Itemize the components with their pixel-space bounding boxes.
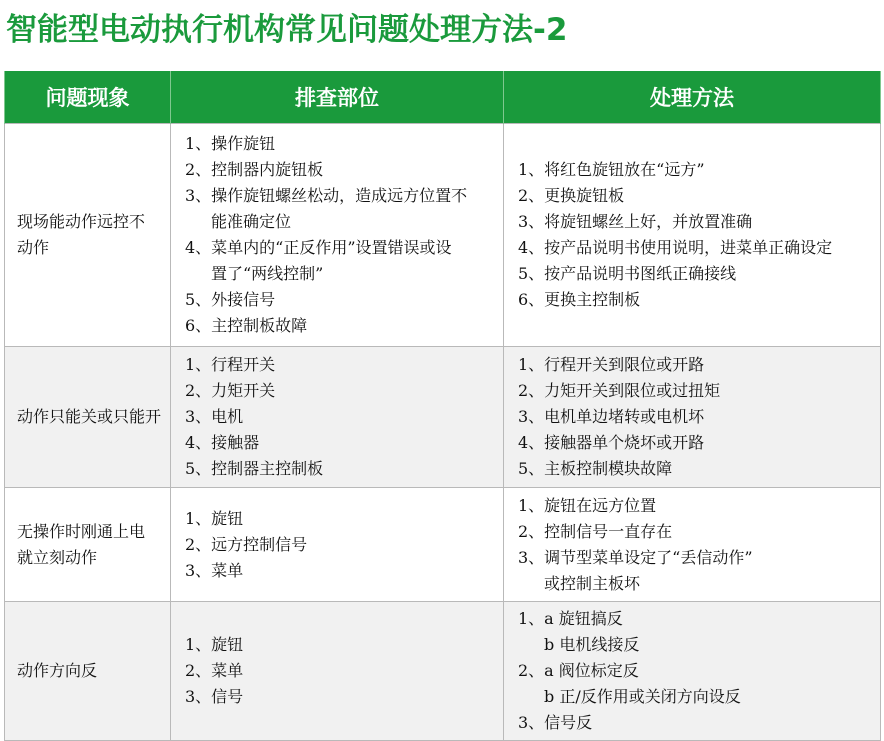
fix-item: 1、a 旋钮搞反 — [518, 609, 623, 628]
check-item: 2、力矩开关 — [185, 381, 276, 400]
check-item: 4、接触器 — [185, 433, 260, 452]
fix-cell — [504, 602, 881, 741]
fix-item: 1、旋钮在远方位置 — [518, 495, 657, 515]
fix-item: 3、信号反 — [518, 713, 593, 732]
symptom-cell — [5, 347, 171, 488]
check-cell — [171, 347, 504, 488]
page-title: 智能型电动执行机构常见问题处理方法-2 — [6, 12, 568, 48]
check-cell — [171, 488, 504, 602]
check-cell — [171, 602, 504, 741]
fix-item: 2、a 阀位标定反 — [518, 661, 639, 680]
symptom-cell — [5, 124, 171, 347]
fix-cell — [504, 124, 881, 347]
check-item: 1、旋钮 — [185, 635, 244, 654]
symptom-line: 现场能动作远控不 — [17, 212, 146, 231]
check-item: 3、菜单 — [185, 560, 244, 580]
fix-item: 6、更换主控制板 — [518, 290, 641, 309]
table-row — [5, 602, 881, 741]
fix-cell — [504, 488, 881, 602]
header-solution: 处理方法 — [504, 71, 881, 124]
table-header-row — [5, 71, 881, 124]
fix-item: 5、按产品说明书图纸正确接线 — [518, 264, 737, 283]
symptom-line: 无操作时刚通上电 — [17, 521, 146, 541]
fix-item-continuation: b 正/反作用或关闭方向设反 — [544, 687, 741, 706]
check-item: 1、旋钮 — [185, 508, 244, 528]
fix-item: 4、接触器单个烧坏或开路 — [518, 433, 705, 452]
check-item: 6、主控制板故障 — [185, 316, 308, 335]
check-item: 5、外接信号 — [185, 290, 276, 309]
check-item: 2、远方控制信号 — [185, 534, 308, 554]
fix-item-continuation: 或控制主板坏 — [544, 573, 641, 593]
check-item: 4、菜单内的“正反作用”设置错误或设 — [185, 238, 452, 257]
symptom-cell — [5, 488, 171, 602]
table-row — [5, 488, 881, 602]
symptom-line: 动作方向反 — [17, 661, 98, 680]
check-cell — [171, 124, 504, 347]
fix-item: 1、将红色旋钮放在“远方” — [518, 160, 705, 179]
check-item-continuation: 置了“两线控制” — [211, 264, 324, 283]
troubleshooting-table — [4, 71, 881, 741]
check-item: 1、行程开关 — [185, 355, 276, 374]
check-item: 1、操作旋钮 — [185, 134, 276, 153]
fix-item: 5、主板控制模块故障 — [518, 459, 673, 478]
fix-cell — [504, 347, 881, 488]
symptom-line: 动作 — [17, 238, 50, 257]
fix-item: 2、更换旋钮板 — [518, 186, 625, 205]
fix-item: 4、按产品说明书使用说明，进菜单正确设定 — [518, 238, 833, 257]
table-row — [5, 347, 881, 488]
symptom-line: 就立刻动作 — [17, 547, 98, 567]
symptom-line: 动作只能关或只能开 — [17, 407, 162, 426]
symptom-cell — [5, 602, 171, 741]
header-symptom: 问题现象 — [5, 71, 171, 124]
fix-item: 2、力矩开关到限位或过扭矩 — [518, 381, 721, 400]
fix-item-continuation: b 电机线接反 — [544, 635, 640, 654]
fix-item: 3、将旋钮螺丝上好，并放置准确 — [518, 212, 753, 231]
table-row — [5, 124, 881, 347]
check-item-continuation: 能准确定位 — [211, 212, 292, 231]
check-item: 3、电机 — [185, 407, 244, 426]
check-item: 2、菜单 — [185, 661, 244, 680]
check-item: 5、控制器主控制板 — [185, 459, 324, 478]
fix-item: 3、调节型菜单设定了“丢信动作” — [518, 547, 753, 567]
fix-item: 2、控制信号一直存在 — [518, 521, 673, 541]
header-check-location: 排查部位 — [171, 71, 504, 124]
fix-item: 3、电机单边堵转或电机坏 — [518, 407, 705, 426]
check-item: 2、控制器内旋钮板 — [185, 160, 324, 179]
check-item: 3、操作旋钮螺丝松动，造成远方位置不 — [185, 186, 468, 205]
fix-item: 1、行程开关到限位或开路 — [518, 355, 705, 374]
check-item: 3、信号 — [185, 687, 244, 706]
